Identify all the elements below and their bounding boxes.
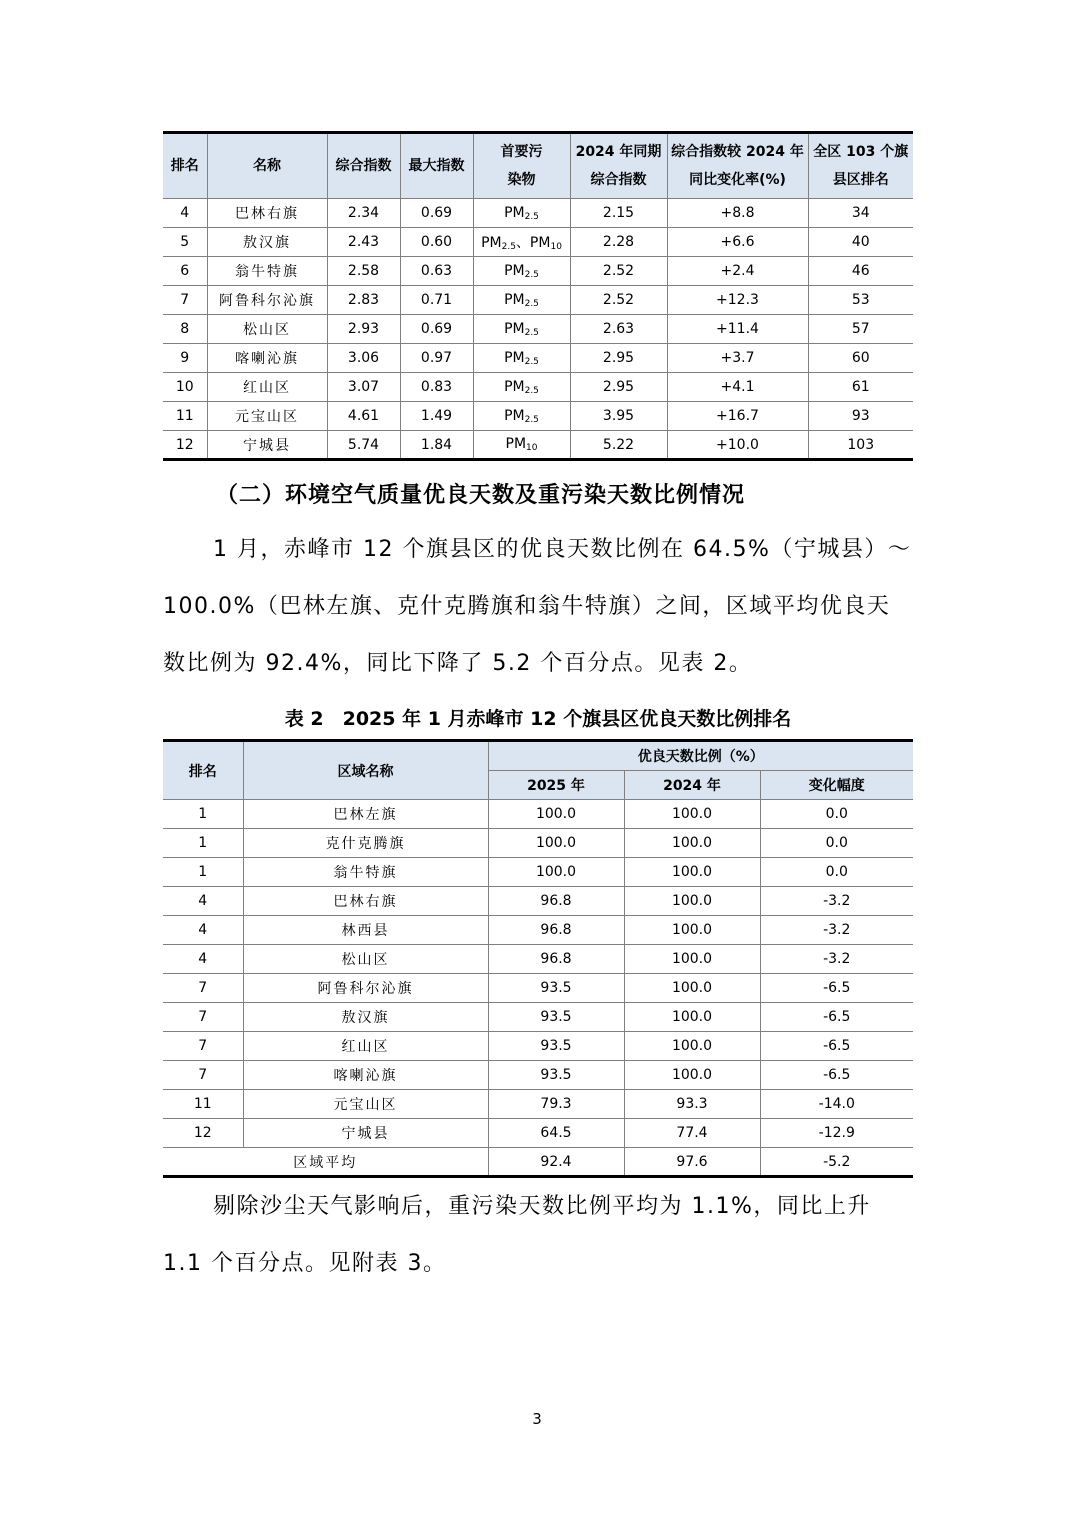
region-rank-cell: 57 (808, 315, 913, 344)
rank-cell: 1 (163, 858, 243, 887)
table-row (163, 315, 913, 344)
change-cell: +16.7 (667, 402, 808, 431)
change-cell: -3.2 (760, 887, 913, 916)
composite-cell: 3.07 (327, 373, 400, 402)
rank-cell: 7 (163, 974, 243, 1003)
table-row (163, 974, 913, 1003)
change-cell: -12.9 (760, 1119, 913, 1148)
name-cell: 敖汉旗 (207, 228, 327, 257)
max-cell: 0.60 (400, 228, 473, 257)
pollutant-name: PM (504, 320, 525, 337)
paragraph-good-days: 1 月，赤峰市 12 个旗县区的优良天数比例在 64.5%（宁城县）～100.0%（巴林左旗、克什克腾旗和翁牛特旗）之间，区域平均优良天数比例为 92.4%，同比下降了 5.2 个百分点。见表 2。 (163, 537, 912, 676)
t2-header-change: 变化幅度 (760, 771, 913, 800)
table2-header-row-1 (163, 741, 913, 771)
header-region-rank (808, 133, 913, 199)
header-change-line1: 综合指数较 2024 年 (671, 144, 804, 160)
y2024-cell: 77.4 (624, 1119, 760, 1148)
pollutant-cell (473, 402, 570, 431)
pollutant-name-2: 、PM (515, 235, 551, 251)
rank-cell: 7 (163, 1032, 243, 1061)
prev-cell: 3.95 (570, 402, 667, 431)
prev-cell: 2.15 (570, 199, 667, 228)
rank-cell: 7 (163, 1061, 243, 1090)
paragraph-heavy-pollution: 剔除沙尘天气影响后，重污染天数比例平均为 1.1%，同比上升 1.1 个百分点。见附表 3。 (163, 1194, 871, 1276)
average-label: 区域平均 (163, 1148, 488, 1177)
composite-index-table (163, 131, 913, 461)
header-region-rank-line1: 全区 103 个旗 (813, 144, 909, 160)
rank-cell: 9 (163, 344, 207, 373)
page-number: 3 (532, 1410, 542, 1428)
change-cell: +6.6 (667, 228, 808, 257)
pollutant-subscript: 2.5 (524, 414, 539, 425)
name-cell: 红山区 (243, 1032, 488, 1061)
pollutant-cell (473, 257, 570, 286)
y2025-cell: 100.0 (488, 800, 624, 829)
change-cell: +4.1 (667, 373, 808, 402)
table-row (163, 1090, 913, 1119)
table2-caption: 表 2 2025 年 1 月赤峰市 12 个旗县区优良天数比例排名 (284, 708, 792, 730)
y2024-cell: 100.0 (624, 829, 760, 858)
y2025-cell: 79.3 (488, 1090, 624, 1119)
y2025-cell: 93.5 (488, 1003, 624, 1032)
table-row (163, 431, 913, 460)
average-2024: 97.6 (624, 1148, 760, 1177)
y2024-cell: 100.0 (624, 916, 760, 945)
rank-cell: 5 (163, 228, 207, 257)
t2-header-name: 区域名称 (243, 741, 488, 800)
table-row (163, 344, 913, 373)
max-cell: 0.83 (400, 373, 473, 402)
pollutant-name: PM (504, 262, 525, 279)
name-cell: 宁城县 (207, 431, 327, 460)
table-row (163, 286, 913, 315)
y2024-cell: 100.0 (624, 945, 760, 974)
section-heading: （二）环境空气质量优良天数及重污染天数比例情况 (216, 483, 746, 508)
composite-cell: 3.06 (327, 344, 400, 373)
header-change-line2: 同比变化率(%) (689, 172, 786, 188)
prev-cell: 5.22 (570, 431, 667, 460)
name-cell: 松山区 (243, 945, 488, 974)
prev-cell: 2.95 (570, 373, 667, 402)
table-row (163, 829, 913, 858)
table-row (163, 1119, 913, 1148)
name-cell: 敖汉旗 (243, 1003, 488, 1032)
region-rank-cell: 103 (808, 431, 913, 460)
y2025-cell: 93.5 (488, 1061, 624, 1090)
rank-cell: 4 (163, 916, 243, 945)
name-cell: 元宝山区 (207, 402, 327, 431)
name-cell: 巴林右旗 (207, 199, 327, 228)
rank-cell: 8 (163, 315, 207, 344)
pollutant-cell (473, 373, 570, 402)
change-cell: 0.0 (760, 829, 913, 858)
y2024-cell: 100.0 (624, 800, 760, 829)
pollutant-subscript: 2.5 (524, 211, 539, 222)
pollutant-subscript: 2.5 (524, 385, 539, 396)
y2025-cell: 64.5 (488, 1119, 624, 1148)
table-row (163, 887, 913, 916)
table-row (163, 402, 913, 431)
pollutant-subscript: 2.5 (524, 327, 539, 338)
good-days-ratio-table (163, 739, 913, 1178)
y2024-cell: 100.0 (624, 887, 760, 916)
average-change: -5.2 (760, 1148, 913, 1177)
rank-cell: 12 (163, 1119, 243, 1148)
header-prev-line1: 2024 年同期 (575, 144, 662, 160)
pollutant-cell (473, 431, 570, 460)
change-cell: 0.0 (760, 858, 913, 887)
rank-cell: 1 (163, 829, 243, 858)
header-region-rank-line2: 县区排名 (832, 172, 889, 188)
name-cell: 阿鲁科尔沁旗 (207, 286, 327, 315)
average-2025: 92.4 (488, 1148, 624, 1177)
pollutant-cell (473, 286, 570, 315)
t2-header-2024: 2024 年 (624, 771, 760, 800)
header-change (667, 133, 808, 199)
pollutant-subscript-2: 10 (550, 242, 562, 252)
pollutant-subscript: 2.5 (524, 269, 539, 280)
table-row (163, 373, 913, 402)
y2024-cell: 100.0 (624, 1061, 760, 1090)
region-rank-cell: 60 (808, 344, 913, 373)
composite-cell: 2.34 (327, 199, 400, 228)
prev-cell: 2.52 (570, 257, 667, 286)
pollutant-cell (473, 199, 570, 228)
name-cell: 克什克腾旗 (243, 829, 488, 858)
pollutant-name: PM (505, 436, 527, 452)
region-rank-cell: 34 (808, 199, 913, 228)
table-row (163, 800, 913, 829)
y2025-cell: 100.0 (488, 829, 624, 858)
pollutant-name: PM (504, 204, 525, 221)
header-rank: 排名 (163, 133, 207, 199)
name-cell: 林西县 (243, 916, 488, 945)
change-cell: -14.0 (760, 1090, 913, 1119)
change-cell: +11.4 (667, 315, 808, 344)
max-cell: 0.97 (400, 344, 473, 373)
y2024-cell: 100.0 (624, 858, 760, 887)
name-cell: 巴林右旗 (243, 887, 488, 916)
t2-header-rank: 排名 (163, 741, 243, 800)
y2024-cell: 100.0 (624, 1003, 760, 1032)
change-cell: -6.5 (760, 1003, 913, 1032)
name-cell: 阿鲁科尔沁旗 (243, 974, 488, 1003)
region-rank-cell: 53 (808, 286, 913, 315)
rank-cell: 11 (163, 1090, 243, 1119)
y2024-cell: 100.0 (624, 974, 760, 1003)
composite-cell: 2.58 (327, 257, 400, 286)
change-cell: -3.2 (760, 945, 913, 974)
rank-cell: 7 (163, 1003, 243, 1032)
composite-cell: 2.83 (327, 286, 400, 315)
rank-cell: 4 (163, 945, 243, 974)
composite-cell: 2.43 (327, 228, 400, 257)
table-row (163, 916, 913, 945)
change-cell: +12.3 (667, 286, 808, 315)
t2-header-2025: 2025 年 (488, 771, 624, 800)
name-cell: 巴林左旗 (243, 800, 488, 829)
name-cell: 翁牛特旗 (207, 257, 327, 286)
name-cell: 松山区 (207, 315, 327, 344)
header-pollutant-line1: 首要污 (500, 144, 543, 160)
y2025-cell: 93.5 (488, 1032, 624, 1061)
rank-cell: 4 (163, 887, 243, 916)
table-row (163, 228, 913, 257)
rank-cell: 7 (163, 286, 207, 315)
pollutant-subscript: 2.5 (524, 298, 539, 309)
header-max: 最大指数 (400, 133, 473, 199)
rank-cell: 6 (163, 257, 207, 286)
pollutant-cell (473, 228, 570, 257)
change-cell: -6.5 (760, 1032, 913, 1061)
composite-cell: 2.93 (327, 315, 400, 344)
name-cell: 元宝山区 (243, 1090, 488, 1119)
composite-cell: 4.61 (327, 402, 400, 431)
name-cell: 翁牛特旗 (243, 858, 488, 887)
rank-cell: 4 (163, 199, 207, 228)
pollutant-name: PM (504, 349, 525, 366)
name-cell: 宁城县 (243, 1119, 488, 1148)
table-row (163, 945, 913, 974)
change-cell: 0.0 (760, 800, 913, 829)
table-row (163, 257, 913, 286)
prev-cell: 2.28 (570, 228, 667, 257)
header-prev-line2: 综合指数 (590, 172, 647, 188)
y2024-cell: 100.0 (624, 1032, 760, 1061)
table-row (163, 1061, 913, 1090)
region-rank-cell: 46 (808, 257, 913, 286)
name-cell: 喀喇沁旗 (243, 1061, 488, 1090)
pollutant-name: PM (504, 378, 525, 395)
max-cell: 1.49 (400, 402, 473, 431)
rank-cell: 11 (163, 402, 207, 431)
name-cell: 喀喇沁旗 (207, 344, 327, 373)
pollutant-subscript: 2.5 (524, 356, 539, 367)
region-rank-cell: 61 (808, 373, 913, 402)
header-pollutant-line2: 染物 (507, 172, 536, 188)
max-cell: 0.63 (400, 257, 473, 286)
change-cell: -6.5 (760, 1061, 913, 1090)
y2024-cell: 93.3 (624, 1090, 760, 1119)
average-row (163, 1148, 913, 1177)
y2025-cell: 96.8 (488, 945, 624, 974)
header-prev (570, 133, 667, 199)
pollutant-name: PM (481, 235, 502, 251)
header-pollutant (473, 133, 570, 199)
table-row (163, 858, 913, 887)
table-row (163, 1032, 913, 1061)
y2025-cell: 96.8 (488, 887, 624, 916)
region-rank-cell: 40 (808, 228, 913, 257)
name-cell: 红山区 (207, 373, 327, 402)
max-cell: 0.71 (400, 286, 473, 315)
change-cell: +3.7 (667, 344, 808, 373)
pollutant-subscript: 10 (526, 443, 538, 453)
rank-cell: 12 (163, 431, 207, 460)
composite-cell: 5.74 (327, 431, 400, 460)
pollutant-subscript: 2.5 (501, 242, 516, 252)
change-cell: +2.4 (667, 257, 808, 286)
pollutant-cell (473, 344, 570, 373)
change-cell: +10.0 (667, 431, 808, 460)
prev-cell: 2.95 (570, 344, 667, 373)
t2-header-group: 优良天数比例（%） (488, 741, 913, 771)
pollutant-cell (473, 315, 570, 344)
y2025-cell: 93.5 (488, 974, 624, 1003)
header-name: 名称 (207, 133, 327, 199)
prev-cell: 2.63 (570, 315, 667, 344)
pollutant-name: PM (504, 291, 525, 308)
header-composite: 综合指数 (327, 133, 400, 199)
max-cell: 0.69 (400, 199, 473, 228)
max-cell: 1.84 (400, 431, 473, 460)
y2025-cell: 96.8 (488, 916, 624, 945)
pollutant-name: PM (504, 407, 525, 424)
rank-cell: 10 (163, 373, 207, 402)
change-cell: -3.2 (760, 916, 913, 945)
change-cell: -6.5 (760, 974, 913, 1003)
rank-cell: 1 (163, 800, 243, 829)
change-cell: +8.8 (667, 199, 808, 228)
y2025-cell: 100.0 (488, 858, 624, 887)
max-cell: 0.69 (400, 315, 473, 344)
prev-cell: 2.52 (570, 286, 667, 315)
table1-header-row (163, 133, 913, 199)
table-row (163, 199, 913, 228)
region-rank-cell: 93 (808, 402, 913, 431)
table-row (163, 1003, 913, 1032)
